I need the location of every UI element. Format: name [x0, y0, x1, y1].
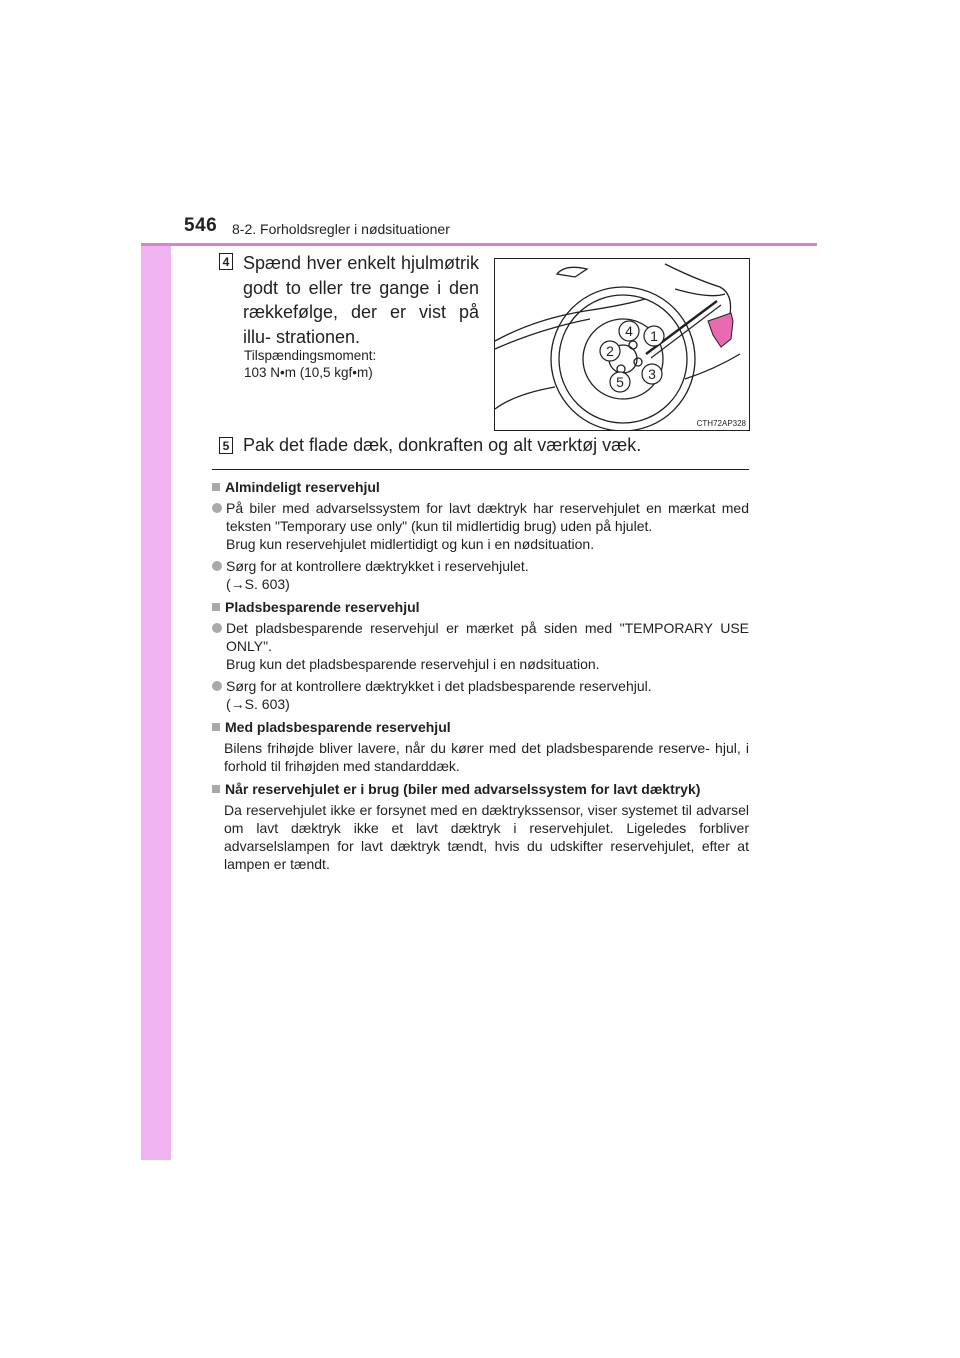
step-5-text: Pak det flade dæk, donkraften og alt værktøj væk.	[243, 435, 642, 455]
chapter-title: 8-2. Forholdsregler i nødsituationer	[232, 221, 450, 237]
section-paragraph: Da reservehjulet ikke er forsynet med en dæktrykssensor, viser systemet til advarsel om lavt dæktryk ikke et lavt dæktryk i reservehjulet. Ligeledes forbliver advarselslampen for lavt dæktryk tændt, hvis du udskifter reservehjulet, efter at lampen er tændt.	[224, 802, 749, 872]
notes-section	[212, 479, 749, 873]
square-bullet-icon	[212, 603, 220, 611]
section-paragraph: Bilens frihøjde bliver lavere, når du kører med det pladsbesparende reserve- hjul, i forhold til frihøjden med standarddæk.	[224, 740, 749, 774]
figure-code: CTH72AP328	[696, 419, 746, 428]
circle-bullet-icon	[212, 623, 222, 633]
circle-bullet-icon	[212, 561, 222, 571]
square-bullet-icon	[212, 483, 220, 491]
section-divider	[212, 469, 749, 470]
section-title: Når reservehjulet er i brug (biler med advarselssystem for lavt dæktryk)	[212, 781, 749, 797]
square-bullet-icon	[212, 723, 220, 731]
step-number-5: 5	[219, 437, 233, 454]
step-4-text: Spænd hver enkelt hjulmøtrik godt to eller tre gange i den rækkefølge, der er vist på illu- strationen.	[243, 253, 479, 347]
order-label-4: 4	[625, 323, 633, 339]
wheel-nut-illustration	[494, 258, 750, 431]
list-item: Det pladsbesparende reservehjul er mærket på siden med "TEMPORARY USE ONLY". Brug kun det pladsbesparende reservehjul i en nødsituation.	[212, 619, 749, 673]
list-item: På biler med advarselssystem for lavt dæktryk har reservehjulet en mærkat med teksten "Temporary use only" (kun til midlertidig brug) uden på hjulet. Brug kun reservehjulet midlertidigt og kun i en nødsituation.	[212, 499, 749, 553]
torque-label: Tilspændingsmoment:	[244, 348, 377, 363]
list-item: Sørg for at kontrollere dæktrykket i reservehjulet. (→S. 603)	[212, 557, 749, 593]
torque-value: 103 N•m (10,5 kgf•m)	[244, 365, 373, 380]
order-label-3: 3	[648, 366, 656, 382]
torque-note	[244, 347, 376, 381]
section-title: Almindeligt reservehjul	[212, 479, 749, 495]
order-label-2: 2	[606, 343, 614, 359]
order-label-1: 1	[650, 328, 658, 344]
section-title: Med pladsbesparende reservehjul	[212, 719, 749, 735]
side-tab-strip	[141, 197, 171, 1160]
rotation-arrow-icon	[708, 313, 733, 347]
square-bullet-icon	[212, 785, 220, 793]
section-title: Pladsbesparende reservehjul	[212, 599, 749, 615]
list-item: Sørg for at kontrollere dæktrykket i det pladsbesparende reservehjul. (→S. 603)	[212, 677, 749, 713]
circle-bullet-icon	[212, 503, 222, 513]
header-rule	[141, 243, 817, 246]
circle-bullet-icon	[212, 681, 222, 691]
page-number: 546	[184, 215, 218, 236]
wheel-drawing	[495, 259, 750, 431]
order-label-5: 5	[616, 374, 624, 390]
step-number-4: 4	[219, 253, 233, 270]
